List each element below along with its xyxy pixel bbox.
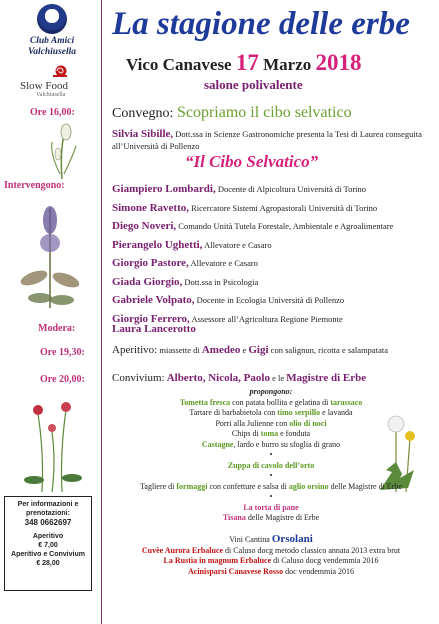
menu-highlight: Tisana	[222, 513, 246, 522]
speaker-role: Docente in Ecologia Università di Pollenzo	[196, 295, 345, 305]
menu-item	[112, 440, 430, 451]
wine-item	[112, 556, 430, 567]
wines	[112, 534, 430, 577]
speaker-item	[112, 236, 432, 255]
speaker-item	[112, 217, 432, 236]
wine-name: Acinisparsi Canavese Rosso	[188, 566, 284, 576]
wine-intro-text: Vini Cantina	[229, 535, 270, 544]
vertical-divider	[101, 0, 102, 624]
convivium-line	[112, 372, 366, 384]
speaker-item	[112, 273, 432, 292]
snail-icon	[52, 64, 68, 78]
wine-desc: di Caluso docg metodo classico annata 2013 extra brut	[225, 545, 401, 555]
info-box	[4, 496, 92, 591]
speaker-role: Comando Unità Tutela Forestale, Ambientale e Agroalimentare	[178, 221, 394, 231]
menu-text: con confetture e salsa di	[209, 481, 287, 491]
menu-text: e lavanda	[322, 408, 353, 417]
wine-desc: doc vendemmia 2016	[285, 566, 354, 576]
speaker-name: Diego Noveri,	[112, 220, 177, 232]
speaker-role: Assessore all’Agricoltura Regione Piemonte	[191, 313, 343, 324]
chef-names: Alberto, Nicola, Paolo	[166, 372, 270, 384]
speaker-name: Gabriele Volpato,	[112, 294, 195, 306]
wine-item	[112, 567, 430, 578]
price-value: € 7,00	[38, 542, 58, 549]
wine-intro	[112, 534, 430, 546]
slowfood-logo: Slow Food	[20, 80, 68, 92]
convegno-label: Convegno:	[112, 106, 174, 121]
field-flowers-icon	[22, 392, 92, 492]
aperitivo-line	[112, 344, 388, 356]
wine-desc: di Caluso docg vendemmia 2016	[273, 556, 379, 565]
speaker-name: Giorgio Ferrero,	[112, 312, 190, 325]
slowfood-sub: Valchiusella	[36, 92, 66, 98]
convivium-label: Convivium:	[112, 372, 165, 384]
speaker-role: Ricercatore Sistemi Agropastorali Università di Torino	[191, 202, 378, 213]
menu-text: Tagliere di	[140, 481, 175, 491]
wine-item	[112, 546, 430, 557]
convegno-title: Scopriamo il cibo selvatico	[176, 104, 352, 121]
time-20: Ore 20,00:	[40, 374, 85, 385]
club-line2: Valchiusella	[27, 47, 77, 57]
magistre-name: Magistre di Erbe	[286, 372, 367, 384]
thesis-title: “Il Cibo Selvatico”	[185, 152, 319, 171]
speaker-item	[112, 199, 432, 218]
moderator-name: Laura Lancerotto	[112, 323, 196, 335]
ingredient: timo serpillo	[277, 408, 321, 417]
day: 17	[235, 50, 259, 75]
convivium-text: e le	[272, 373, 285, 383]
speaker-name: Pierangelo Ughetti,	[112, 238, 203, 251]
ingredient: aglio orsino	[288, 481, 329, 491]
main-speaker-name: Silvia Sibille,	[112, 128, 174, 140]
price-label: Aperitivo e Convivium	[11, 551, 85, 558]
ingredient: Tometta fresca	[179, 397, 231, 407]
ingredient: formaggi	[176, 481, 208, 491]
speaker-role: Docente di Alpicoltura Università di Torino	[217, 184, 367, 194]
speaker-role: Allevatore e Casaro	[204, 239, 272, 250]
speaker-item	[112, 254, 432, 273]
propongono-label: propongono:	[249, 387, 293, 396]
time-19: Ore 19,30:	[40, 347, 85, 358]
wine-name: La Rustìa in magnum Erbaluce	[163, 556, 272, 565]
price-value: € 28,00	[36, 560, 60, 567]
speaker-item	[112, 291, 432, 310]
venue: salone polivalente	[204, 77, 303, 92]
bullet: •	[269, 471, 273, 480]
speaker-name: Giampiero Lombardi,	[112, 183, 216, 195]
cantina-name: Orsolani	[271, 533, 313, 545]
ingredient: toma	[260, 429, 279, 438]
price-label: Aperitivo	[32, 533, 64, 540]
menu-item	[112, 398, 430, 409]
aperitivo-label: Aperitivo:	[112, 344, 158, 356]
bugle-herb-icon	[18, 198, 82, 310]
menu-item	[112, 429, 430, 440]
intervengono-label: Intervengono:	[4, 180, 65, 191]
aperitivo-text: con salignun, ricotta e salampatata	[270, 345, 388, 355]
page-title: La stagione delle erbe	[112, 6, 410, 42]
menu-item	[112, 482, 430, 493]
menu-item: Zuppa di cavolo dell’orto	[227, 460, 315, 470]
menu-text: Porri alla Julienne con	[215, 418, 288, 428]
host-name: Gigi	[248, 344, 269, 356]
aperitivo-text: miassette di	[159, 345, 200, 355]
info-line: Per informazioni e	[17, 501, 79, 508]
phone-number: 348 0662697	[24, 518, 72, 527]
speaker-role: Dott.ssa in Psicologia	[184, 276, 259, 287]
menu-item	[112, 513, 430, 524]
club-name	[6, 36, 98, 58]
menu-item	[112, 408, 430, 419]
speakers-list	[112, 180, 432, 328]
menu-item	[112, 419, 430, 430]
time-16: Ore 16,00:	[30, 107, 75, 118]
info-line: prenotazioni:	[26, 510, 70, 517]
speaker-name: Giorgio Pastore,	[112, 257, 189, 269]
menu-item: La torta di pane	[243, 502, 299, 512]
club-emblem-icon	[37, 4, 67, 34]
menu-text: Tartare di barbabietola con	[189, 408, 276, 417]
bullet: •	[269, 492, 273, 501]
aperitivo-text: e	[242, 345, 247, 355]
main-speaker-desc: Dott.ssa in Scienze Gastronomiche presenta la Tesi di Laurea conseguita all’Università di Pollenzo	[112, 129, 422, 151]
speaker-item	[112, 180, 432, 199]
menu-text: Chips di	[231, 429, 259, 438]
wine-name: Cuvèe Aurora Erbaluce	[141, 545, 224, 555]
menu-text: e fonduta	[280, 429, 311, 438]
speaker-name: Simone Ravetto,	[112, 201, 189, 214]
menu	[112, 387, 430, 524]
month: Marzo	[263, 55, 312, 74]
menu-text: delle Magistre di Erbe	[330, 481, 402, 491]
speaker-name: Giada Giorgio,	[112, 275, 183, 288]
event-date	[126, 50, 362, 76]
main-speaker	[112, 128, 430, 152]
menu-text: con patata bollita e gelatina di	[232, 397, 329, 407]
snowdrop-plant-icon	[42, 124, 82, 179]
club-line1: Club Amici	[29, 36, 75, 46]
ingredient: tarassaco	[330, 397, 363, 407]
menu-text: , lardo e burro su sfoglia di grano	[233, 439, 341, 449]
ingredient: Castagne	[201, 439, 234, 449]
place: Vico Canavese	[126, 55, 232, 74]
menu-text: delle Magistre di Erbe	[247, 513, 320, 522]
year: 2018	[315, 50, 362, 75]
club-logo	[6, 4, 98, 58]
bullet: •	[269, 450, 273, 459]
modera-label: Modera:	[38, 323, 76, 334]
ingredient: olio di noci	[289, 418, 327, 428]
speaker-role: Allevatore e Casaro	[190, 258, 258, 268]
convegno-heading	[112, 104, 352, 122]
host-name: Amedeo	[201, 344, 241, 356]
